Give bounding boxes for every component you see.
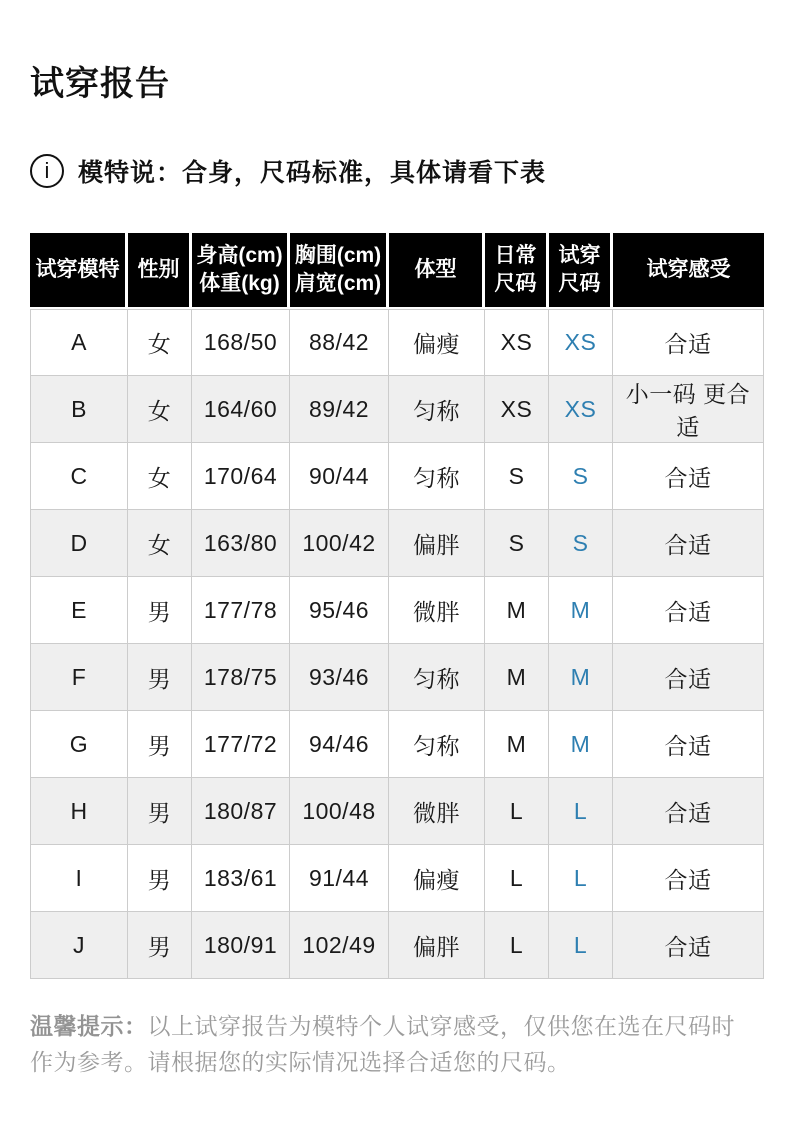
cell-body_type: 偏胖 [389,510,485,577]
cell-chest_shoulder: 100/42 [290,510,389,577]
cell-body_type: 微胖 [389,778,485,845]
cell-gender: 女 [128,443,192,510]
cell-gender: 女 [128,309,192,376]
cell-height_weight: 178/75 [192,644,290,711]
cell-gender: 男 [128,778,192,845]
table-body [30,309,764,979]
cell-gender: 女 [128,510,192,577]
cell-tried_size: M [549,577,613,644]
cell-tried_size: L [549,845,613,912]
page-title: 试穿报告 [30,65,170,103]
cell-feedback: 合适 [613,510,764,577]
header-cell-model: 试穿模特 [30,233,128,309]
table-row [30,644,764,711]
cell-gender: 男 [128,711,192,778]
cell-gender: 女 [128,376,192,443]
cell-height_weight: 164/60 [192,376,290,443]
cell-daily_size: M [485,577,549,644]
cell-chest_shoulder: 94/46 [290,711,389,778]
warm-tip-note [30,1009,750,1080]
model-comment-text: 模特说：合身，尺码标准，具体请看下表 [78,159,547,187]
cell-height_weight: 177/78 [192,577,290,644]
try-on-report-table [30,233,764,979]
cell-chest_shoulder: 100/48 [290,778,389,845]
cell-height_weight: 180/91 [192,912,290,979]
header-cell-daily_size: 日常 尺码 [485,233,549,309]
info-icon: i [30,154,64,188]
cell-model: E [30,577,128,644]
cell-model: C [30,443,128,510]
cell-tried_size: M [549,711,613,778]
cell-feedback: 合适 [613,644,764,711]
cell-feedback: 小一码 更合适 [613,376,764,443]
cell-height_weight: 183/61 [192,845,290,912]
cell-gender: 男 [128,845,192,912]
cell-gender: 男 [128,912,192,979]
table-header [30,233,764,309]
cell-chest_shoulder: 91/44 [290,845,389,912]
header-cell-feedback: 试穿感受 [613,233,764,309]
warm-tip-label: 温馨提示： [30,1013,148,1039]
cell-daily_size: L [485,845,549,912]
cell-feedback: 合适 [613,778,764,845]
header-cell-body_type: 体型 [389,233,485,309]
cell-tried_size: M [549,644,613,711]
cell-body_type: 匀称 [389,644,485,711]
table-row [30,577,764,644]
table-row [30,711,764,778]
header-cell-tried_size: 试穿 尺码 [549,233,613,309]
header-cell-height_weight: 身高(cm) 体重(kg) [192,233,290,309]
cell-body_type: 匀称 [389,443,485,510]
cell-body_type: 偏胖 [389,912,485,979]
cell-height_weight: 168/50 [192,309,290,376]
cell-tried_size: XS [549,376,613,443]
model-comment-notice [30,153,762,189]
cell-chest_shoulder: 102/49 [290,912,389,979]
cell-feedback: 合适 [613,912,764,979]
cell-tried_size: L [549,912,613,979]
table-row [30,778,764,845]
cell-tried_size: S [549,510,613,577]
cell-tried_size: S [549,443,613,510]
cell-chest_shoulder: 88/42 [290,309,389,376]
cell-model: F [30,644,128,711]
table-row [30,376,764,443]
cell-gender: 男 [128,577,192,644]
cell-body_type: 偏瘦 [389,845,485,912]
cell-chest_shoulder: 90/44 [290,443,389,510]
cell-feedback: 合适 [613,845,764,912]
cell-daily_size: M [485,711,549,778]
cell-chest_shoulder: 93/46 [290,644,389,711]
cell-height_weight: 170/64 [192,443,290,510]
table-row [30,912,764,979]
cell-daily_size: XS [485,309,549,376]
cell-tried_size: XS [549,309,613,376]
table-row [30,443,764,510]
cell-feedback: 合适 [613,577,764,644]
cell-body_type: 匀称 [389,711,485,778]
cell-chest_shoulder: 95/46 [290,577,389,644]
cell-chest_shoulder: 89/42 [290,376,389,443]
cell-body_type: 微胖 [389,577,485,644]
cell-tried_size: L [549,778,613,845]
cell-feedback: 合适 [613,309,764,376]
header-cell-chest_shoulder: 胸围(cm) 肩宽(cm) [290,233,389,309]
cell-daily_size: S [485,510,549,577]
cell-model: A [30,309,128,376]
cell-daily_size: L [485,912,549,979]
cell-model: I [30,845,128,912]
cell-model: H [30,778,128,845]
warm-tip-text: 以上试穿报告为模特个人试穿感受，仅供您在选在尺码时作为参考。请根据您的实际情况选择合适您的尺码。 [30,1013,735,1075]
cell-model: G [30,711,128,778]
cell-body_type: 偏瘦 [389,309,485,376]
cell-feedback: 合适 [613,711,764,778]
cell-height_weight: 177/72 [192,711,290,778]
cell-daily_size: L [485,778,549,845]
table-row [30,510,764,577]
cell-daily_size: M [485,644,549,711]
cell-model: B [30,376,128,443]
table-row [30,845,764,912]
cell-feedback: 合适 [613,443,764,510]
header-cell-gender: 性别 [128,233,192,309]
cell-height_weight: 163/80 [192,510,290,577]
cell-model: D [30,510,128,577]
cell-body_type: 匀称 [389,376,485,443]
cell-daily_size: XS [485,376,549,443]
cell-height_weight: 180/87 [192,778,290,845]
cell-daily_size: S [485,443,549,510]
table-row [30,309,764,376]
cell-model: J [30,912,128,979]
table-header-row [30,233,764,309]
cell-gender: 男 [128,644,192,711]
